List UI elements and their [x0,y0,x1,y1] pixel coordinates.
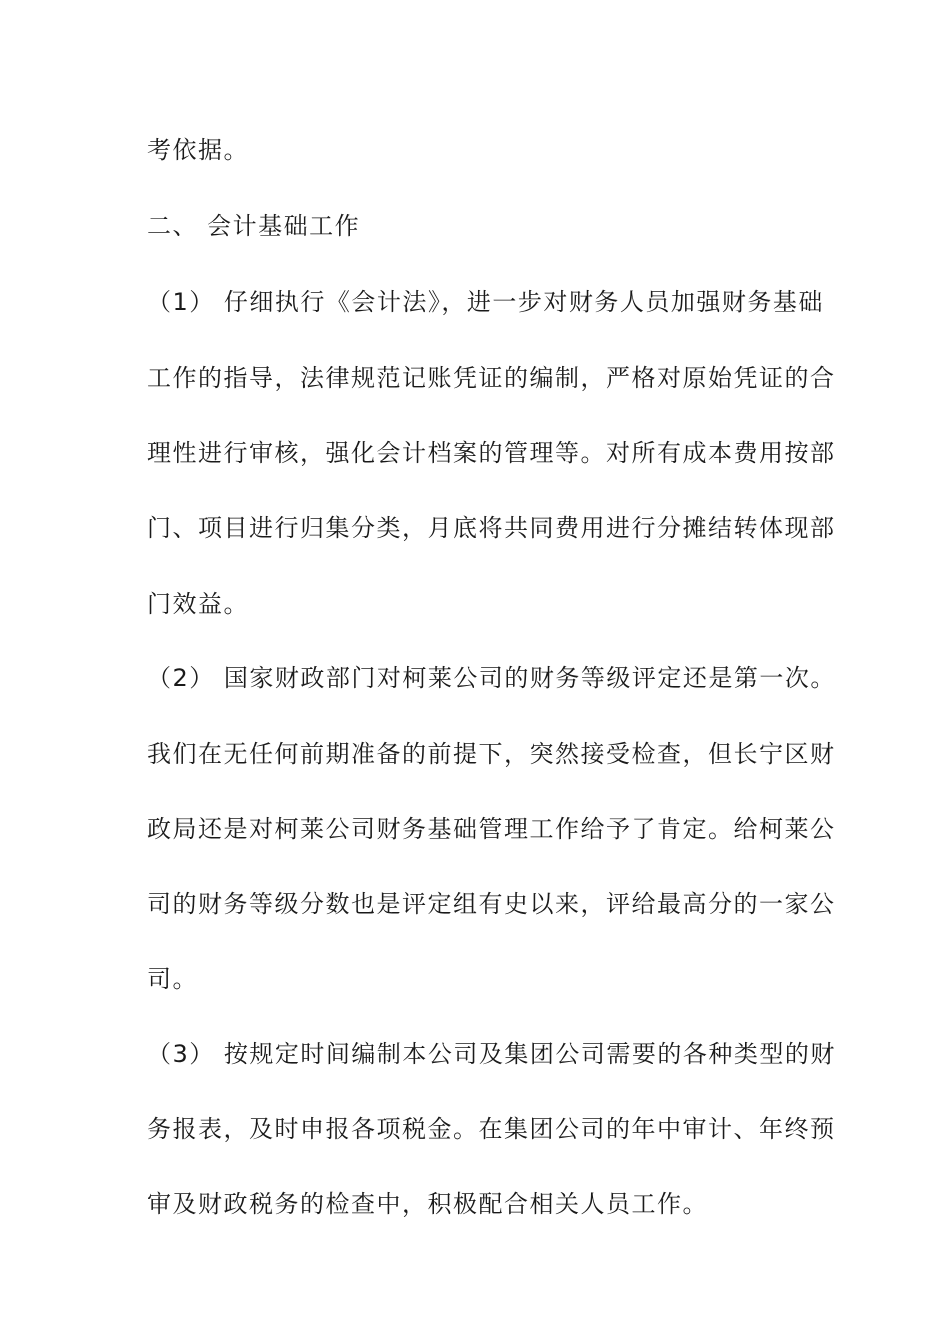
paragraph-line: 司的财务等级分数也是评定组有史以来，评给最高分的一家公 [147,890,836,918]
paragraph-line: 考依据。 [147,136,249,164]
paragraph-line: 务报表，及时申报各项税金。在集团公司的年中审计、年终预 [147,1115,836,1143]
paragraph-line: 我们在无任何前期准备的前提下，突然接受检查，但长宁区财 [147,740,836,768]
paragraph-line: 门、项目进行归集分类，月底将共同费用进行分摊结转体现部 [147,514,836,542]
paragraph-line: 政局还是对柯莱公司财务基础管理工作给予了肯定。给柯莱公 [147,815,836,843]
paragraph-line: 理性进行审核，强化会计档案的管理等。对所有成本费用按部 [147,439,836,467]
paragraph-line: （2） 国家财政部门对柯莱公司的财务等级评定还是第一次。 [147,664,836,692]
paragraph-line: （3） 按规定时间编制本公司及集团公司需要的各种类型的财 [147,1040,836,1068]
paragraph-line: 工作的指导，法律规范记账凭证的编制，严格对原始凭证的合 [147,364,836,392]
paragraph-line: （1） 仔细执行《会计法》，进一步对财务人员加强财务基础 [147,288,824,316]
paragraph-line: 审及财政税务的检查中，积极配合相关人员工作。 [147,1190,708,1218]
section-heading: 二、 会计基础工作 [147,212,361,240]
paragraph-line: 司。 [147,965,198,993]
paragraph-line: 门效益。 [147,590,249,618]
